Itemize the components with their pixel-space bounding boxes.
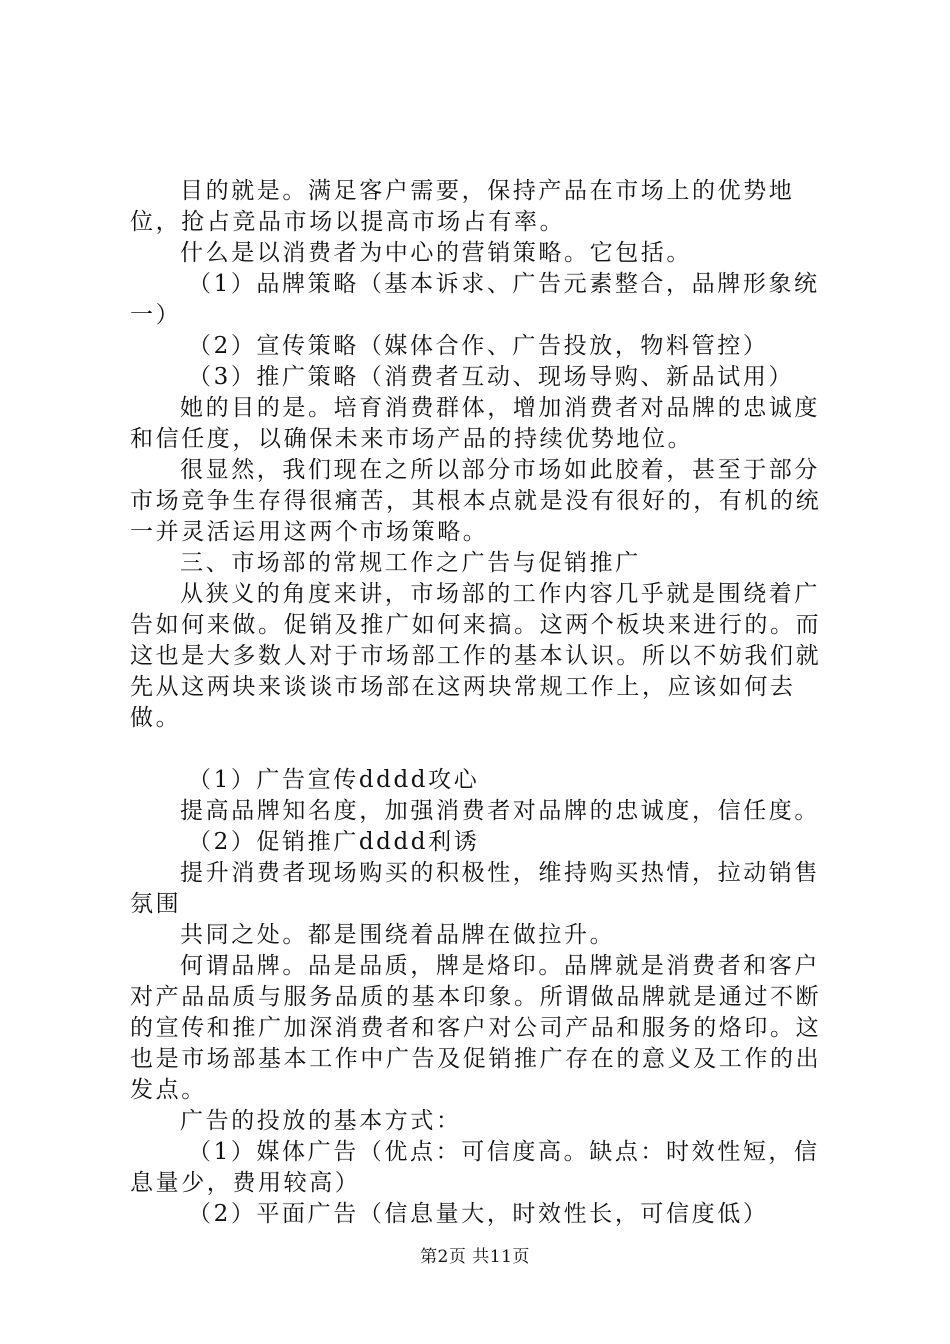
paragraph-consumer-strategy-intro: 什么是以消费者为中心的营销策略。它包括。	[180, 240, 692, 266]
list-item-publicity-strategy: （2）宣传策略（媒体合作、广告投放，物料管控）	[188, 333, 769, 359]
section-heading-advertising: 三、市场部的常规工作之广告与促销推广	[180, 550, 641, 576]
paragraph-market-situation: 很显然，我们现在之所以部分市场如此胶着，甚至于部分市场竞争生存得很痛苦，其根本点就是没有很好的，有机的统一并灵活运用这两个市场策略。	[130, 457, 822, 545]
paragraph-common-ground: 共同之处。都是围绕着品牌在做拉升。	[180, 922, 616, 948]
list-item-media-ads: （1）媒体广告（优点：可信度高。缺点：时效性短，信息量少，费用较高）	[130, 1139, 820, 1196]
list-item-promotion-strategy: （3）推广策略（消费者互动、现场导购、新品试用）	[188, 364, 795, 390]
paragraph-goal: 目的就是。满足客户需要，保持产品在市场上的优势地位，抢占竞品市场以提高市场占有率。	[130, 178, 795, 235]
list-item-sales-promotion: （2）促销推广dddd利诱	[188, 829, 480, 855]
paragraph-purchase-enthusiasm: 提升消费者现场购买的积极性，维持购买热情，拉动销售氛围	[130, 860, 820, 917]
list-item-advertising: （1）广告宣传dddd攻心	[188, 767, 480, 793]
paragraph-what-is-brand: 何谓品牌。品是品质，牌是烙印。品牌就是消费者和客户对产品品质与服务品质的基本印象。所谓做品牌就是通过不断的宣传和推广加深消费者和客户对公司产品和服务的烙印。这也是市场部基本工作中广告及促销推广存在的意义及工作的出发点。	[130, 953, 822, 1103]
list-item-print-ads: （2）平面广告（信息量大，时效性长，可信度低）	[188, 1201, 769, 1227]
blank-line	[130, 734, 835, 765]
page-number-footer: 第2页 共11页	[420, 1247, 530, 1267]
document-body	[130, 176, 835, 1230]
list-item-brand-strategy: （1）品牌策略（基本诉求、广告元素整合，品牌形象统一）	[130, 271, 820, 328]
paragraph-brand-awareness: 提高品牌知名度，加强消费者对品牌的忠诚度，信任度。	[180, 798, 820, 824]
paragraph-narrow-sense: 从狭义的角度来讲，市场部的工作内容几乎就是围绕着广告如何来做。促销及推广如何来搞。这两个板块来进行的。而这也是大多数人对于市场部工作的基本认识。所以不妨我们就先从这两块来谈谈市场部在这两块常规工作上，应该如何去做。	[130, 581, 822, 731]
paragraph-ad-methods-heading: 广告的投放的基本方式：	[180, 1108, 462, 1134]
paragraph-purpose: 她的目的是。培育消费群体，增加消费者对品牌的忠诚度和信任度，以确保未来市场产品的持续优势地位。	[130, 395, 820, 452]
